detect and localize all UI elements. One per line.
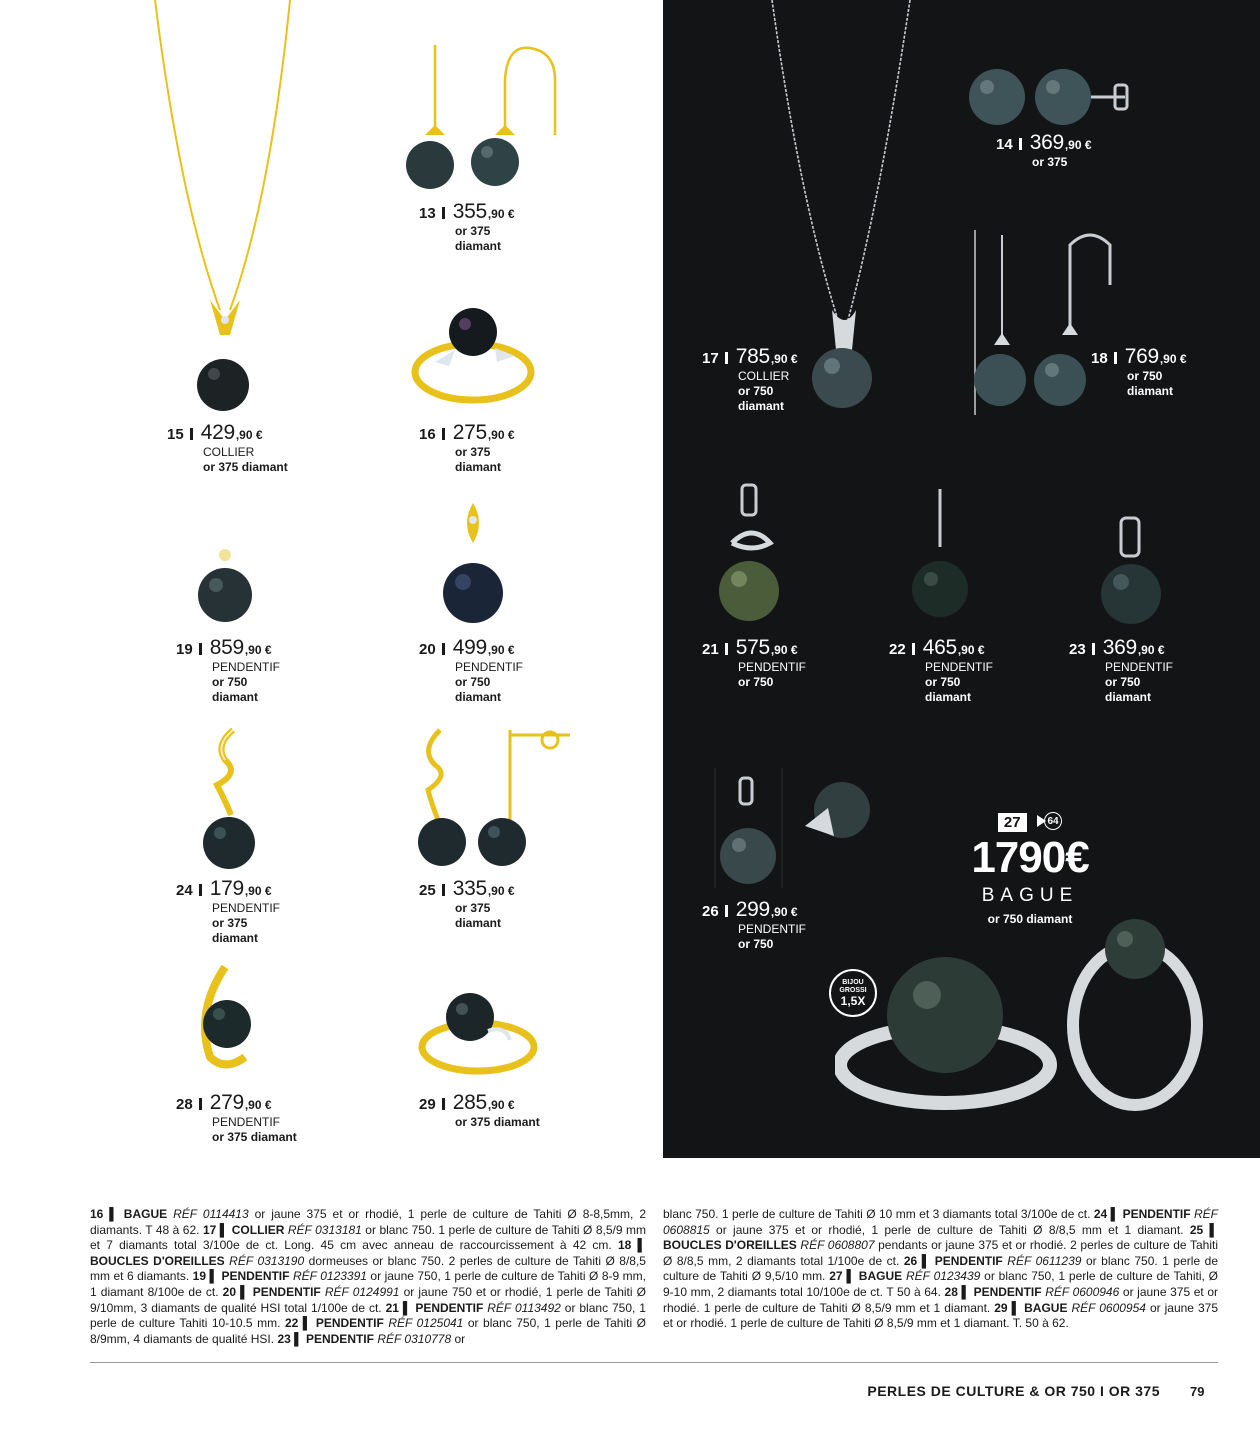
pendant-19-image [190,545,260,625]
note-number: 28 ▌ [944,1284,974,1299]
note-type: PENDENTIF [315,1316,389,1331]
product-detail: or 375 [455,224,491,238]
note-reference: RÉF 0310778 [377,1331,452,1346]
note-number: 21 ▌ [385,1300,416,1315]
separator [442,643,445,655]
product-number: 16 [419,426,436,443]
featured-product-27 [960,812,1100,926]
product-detail: or 750 [1127,369,1163,383]
separator [199,884,202,896]
featured-type: BAGUE [981,885,1079,906]
product-type: PENDENTIF [738,660,807,674]
note-number: 18 ▌ [617,1238,647,1253]
product-detail: diamant [455,916,502,930]
product-type: COLLIER [203,445,255,459]
product-detail: or 750 [212,675,248,689]
note-type: BAGUE [858,1269,906,1284]
note-number: 22 ▌ [284,1316,316,1331]
note-text: or jaune 375 et or rhodié. 1 perle de culture de Tahiti Ø 8,5/9 mm et 1 diamant. [663,1284,1219,1315]
note-type: BAGUE [123,1207,174,1221]
price-cents: ,90 € [1137,643,1165,657]
magnified-badge [829,969,877,1017]
note-number: 20 ▌ [222,1284,253,1299]
product-detail: or 750 [738,384,774,398]
separator [199,643,202,655]
product-number: 28 [176,1096,193,1113]
product-detail: diamant [925,690,972,704]
note-text: or blanc 750. 1 perle de culture de Tahiti Ø 9,5/10 mm. [663,1253,1218,1284]
note-text: or blanc 750, 1 perle de Tahiti Ø 8/9mm, 4 diamants de qualité HSI. [90,1316,646,1346]
note-type: BAGUE [1024,1300,1072,1315]
product-detail: or 375 diamant [203,460,288,474]
note-text: or blanc 750, 1 perle de culture de Tahiti, Ø 9-10 mm, 2 diamants total 10/100e de ct. T 50 à 64. [663,1269,1218,1299]
note-text: or blanc 750. 1 perle de culture de Tahiti Ø 8,5/9 mm et 7 diamants total 3/100e de ct. Long. 45 cm avec anneau de raccourcissement à 42 cm. [90,1222,647,1253]
note-reference: RÉF 0124991 [324,1284,400,1299]
note-reference: RÉF 0600954 [1071,1300,1146,1315]
product-detail: diamant [738,399,785,413]
separator [442,884,445,896]
price-cents: ,90 € [1159,352,1187,366]
product-number: 21 [702,641,719,658]
pendant-26-image [710,768,885,893]
note-number: 25 ▌ [1189,1222,1218,1237]
note-number: 26 ▌ [903,1253,935,1268]
separator [442,1098,445,1110]
product-detail: diamant [212,931,259,945]
price-cents: ,90 € [770,352,798,366]
note-reference: RÉF 0313181 [287,1222,362,1237]
price-cents: ,90 € [770,905,798,919]
product-number: 13 [419,205,436,222]
note-text: or jaune 750 et or rhodié, 1 perle de Tahiti Ø 9/10mm, 3 diamants de qualité HSI total 1/100e de ct. [90,1284,646,1315]
price-integer: 785 [735,345,770,368]
product-type: PENDENTIF [212,1115,281,1129]
product-28 [176,1091,297,1145]
product-21 [702,636,806,690]
product-type: PENDENTIF [212,660,281,674]
product-number: 25 [419,882,436,899]
product-14 [996,131,1092,170]
price-integer: 859 [209,636,244,659]
ring-27-image [835,915,1215,1115]
note-text: or jaune 375 et or rhodié, 1 perle de culture de Tahiti Ø 8-8,5mm, 2 diamants. T 48 à 62. [90,1207,647,1237]
magnified-label-1: BIJOU [842,978,864,986]
product-number: 24 [176,882,193,899]
price-integer: 575 [735,636,770,659]
price-integer: 179 [209,877,244,900]
product-number: 19 [176,641,193,658]
product-17 [702,345,798,414]
product-23 [1069,636,1173,705]
note-type: PENDENTIF [305,1331,378,1346]
product-notes-right [663,1207,1218,1332]
price-cents: ,90 € [244,884,272,898]
separator [442,428,445,440]
product-16 [419,421,515,475]
product-detail: or 750 [738,675,774,689]
note-reference: RÉF 0600946 [1045,1284,1120,1299]
price-integer: 369 [1102,636,1137,659]
price-integer: 369 [1029,131,1064,154]
note-reference: RÉF 0611239 [1007,1253,1082,1268]
price-integer: 499 [452,636,487,659]
note-type: PENDENTIF [415,1300,488,1315]
product-number-badge: 27 [998,813,1027,832]
product-detail: diamant [1127,384,1174,398]
page-reference[interactable] [1037,812,1062,830]
note-number: 24 ▌ [1093,1207,1123,1221]
note-type: COLLIER [231,1222,288,1237]
price-integer: 465 [922,636,957,659]
product-detail: or 375 [212,916,248,930]
separator [1114,352,1117,364]
note-text: or jaune 375 et or rhodié, 1 perle de culture de Tahiti Ø 8/8,5 mm et 1 diamant. [709,1222,1190,1237]
separator [190,428,193,440]
price-integer: 299 [735,898,770,921]
price-integer: 429 [200,421,235,444]
product-detail: diamant [455,460,502,474]
separator [912,643,915,655]
product-number: 26 [702,903,719,920]
product-detail: or 750 [738,937,774,951]
product-notes-left [90,1207,646,1347]
pendant-22-image [905,487,975,627]
product-number: 15 [167,426,184,443]
separator [725,352,728,364]
note-number: 27 ▌ [829,1269,859,1284]
product-type: PENDENTIF [738,922,807,936]
product-detail: diamant [1105,690,1152,704]
price-cents: ,90 € [487,1098,515,1112]
necklace-15-image [130,0,320,420]
product-type: PENDENTIF [455,660,524,674]
separator [725,905,728,917]
note-reference: RÉF 0114413 [173,1207,249,1221]
note-text: pendants or jaune 375 et or rhodié. 2 perles de culture de Tahiti Ø 8/8,5 mm, 2 diamants total 1/100e de ct. [663,1238,1218,1268]
price-integer: 769 [1124,345,1159,368]
product-type: PENDENTIF [925,660,994,674]
price-integer: 275 [452,421,487,444]
note-text: or jaune 750, 1 perle de culture de Tahiti Ø 8-9 mm, 1 diamant 8/100e de ct. [90,1269,646,1299]
separator [442,207,445,219]
product-18 [1091,345,1187,399]
price-integer: 285 [452,1091,487,1114]
product-detail: diamant [455,690,502,704]
product-detail: or 750 [1105,675,1141,689]
price-cents: ,90 € [487,643,515,657]
pendant-23-image [1095,516,1170,626]
note-type: PENDENTIF [973,1284,1046,1299]
footer-title: PERLES DE CULTURE & OR 750 I OR 375 [867,1383,1160,1399]
product-number: 29 [419,1096,436,1113]
price-cents: ,90 € [244,643,272,657]
product-number: 23 [1069,641,1086,658]
note-type: BOUCLES D'OREILLES [663,1238,801,1253]
product-24 [176,877,280,946]
pendant-28-image [185,962,265,1082]
product-15 [167,421,288,475]
product-20 [419,636,523,705]
note-text: or blanc 750, 1 perle de culture Tahiti 10-10.5 mm. [90,1300,646,1331]
note-reference: RÉF 0313190 [229,1253,305,1268]
product-detail: or 375 diamant [455,1115,540,1129]
pendant-21-image [712,483,792,628]
product-detail: or 375 [455,445,491,459]
product-number: 20 [419,641,436,658]
earrings-25-image [410,720,580,870]
price-cents: ,90 € [770,643,798,657]
product-26 [702,898,806,952]
note-reference: RÉF 0123439 [905,1269,981,1284]
product-number: 14 [996,136,1013,153]
product-25 [419,877,515,931]
product-19 [176,636,280,705]
note-type: PENDENTIF [1122,1207,1194,1221]
price-integer: 355 [452,200,487,223]
price-cents: ,90 € [235,428,263,442]
product-13 [419,200,515,254]
note-type: PENDENTIF [252,1284,325,1299]
earrings-14-image [965,65,1145,130]
note-text: or jaune 375 et or rhodié. 1 perle de culture de Tahiti Ø 8,5/9 mm et 1 diamant. T. 50 à 62. [663,1300,1218,1331]
pendant-20-image [435,498,515,628]
note-text: dormeuses or blanc 750. 2 perles de culture de Tahiti Ø 8/8,5 mm et 6 diamants. [90,1253,646,1284]
separator [1092,643,1095,655]
note-reference: RÉF 0113492 [487,1300,561,1315]
note-number: 19 ▌ [192,1269,222,1284]
note-text: blanc 750. 1 perle de culture de Tahiti Ø 10 mm et 3 diamants total 3/100e de ct. [663,1207,1094,1221]
magnified-value: 1,5X [840,993,866,1008]
product-number: 22 [889,641,906,658]
page-number: 79 [1190,1384,1205,1399]
note-text: or [451,1331,466,1346]
note-type: BOUCLES D'OREILLES [90,1253,230,1268]
pendant-24-image [195,725,265,875]
price-cents: ,90 € [244,1098,272,1112]
product-number: 18 [1091,350,1108,367]
note-reference: RÉF 0123391 [292,1269,367,1284]
earrings-13-image [395,40,575,200]
product-number: 17 [702,350,719,367]
note-type: PENDENTIF [934,1253,1008,1268]
price-cents: ,90 € [487,884,515,898]
featured-metal: or 750 diamant [987,912,1073,926]
product-detail: or 375 [1032,155,1068,169]
note-reference: RÉF 0125041 [388,1316,464,1331]
ring-16-image [405,300,545,410]
magnified-label-2: GROSSI [839,986,867,994]
price-integer: 279 [209,1091,244,1114]
product-detail: diamant [212,690,259,704]
separator [725,643,728,655]
note-number: 16 ▌ [90,1207,124,1221]
page-reference-number: 64 [1044,812,1062,830]
separator [199,1098,202,1110]
price-cents: ,90 € [487,428,515,442]
product-detail: or 750 [925,675,961,689]
note-number: 17 ▌ [202,1222,232,1237]
note-type: PENDENTIF [221,1269,293,1284]
product-type: COLLIER [738,369,790,383]
note-number: 29 ▌ [994,1300,1025,1315]
product-29 [419,1091,540,1130]
product-type: PENDENTIF [1105,660,1174,674]
ring-29-image [410,985,550,1080]
price-integer: 335 [452,877,487,900]
product-detail: diamant [455,239,502,253]
featured-price: 1790€ [971,833,1089,882]
product-type: PENDENTIF [212,901,281,915]
product-detail: or 750 [455,675,491,689]
product-detail: or 375 diamant [212,1130,297,1144]
product-22 [889,636,993,705]
product-detail: or 375 [455,901,491,915]
separator [1019,138,1022,150]
note-reference: RÉF 0608807 [800,1238,875,1253]
footer-divider [90,1362,1218,1363]
note-number: 23 ▌ [277,1331,306,1346]
price-cents: ,90 € [957,643,985,657]
price-cents: ,90 € [487,207,515,221]
price-cents: ,90 € [1064,138,1092,152]
note-reference: RÉF 0608815 [663,1207,1218,1237]
